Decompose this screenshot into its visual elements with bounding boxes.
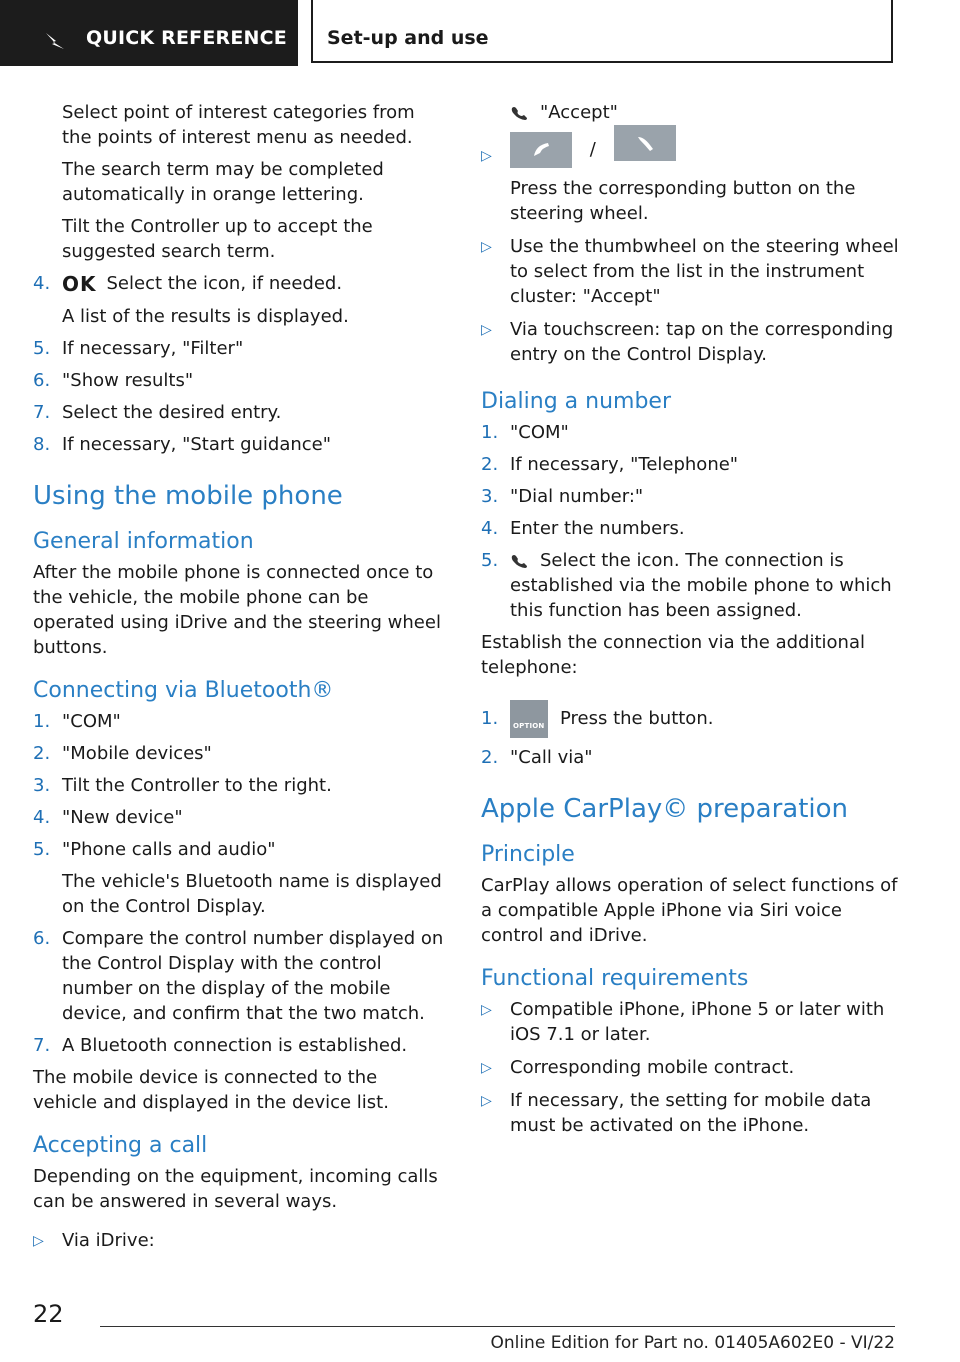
paragraph: Select point of interest categories from the points of interest menu as needed.: [62, 102, 415, 148]
header-section-label: QUICK REFERENCE: [86, 27, 287, 49]
slash-separator: /: [589, 139, 596, 160]
step-number: 2.: [33, 742, 51, 764]
triangle-bullet-icon: ▷: [481, 322, 492, 338]
list-item: [481, 484, 901, 509]
subsection-heading: General information: [33, 528, 254, 554]
step-number: 1.: [481, 422, 499, 443]
paragraph: After the mobile phone is connected once to the vehicle, the mobile phone can be operated using iDrive and the steering wheel buttons.: [33, 561, 441, 658]
list-item: [481, 234, 901, 309]
list-item: [481, 452, 901, 477]
bullet-text: Corresponding mobile contract.: [510, 1057, 795, 1078]
step-text: Select the icon, if needed.: [106, 273, 343, 294]
list-item: [33, 709, 445, 734]
spark-icon: [44, 31, 66, 51]
footer-divider: [100, 1326, 895, 1327]
footer-edition: Online Edition for Part no. 01405A602E0 - VI/22: [490, 1333, 895, 1353]
list-item: [481, 548, 901, 623]
bullet-text: If necessary, the setting for mobile data must be activated on the iPhone.: [510, 1090, 872, 1136]
step-number: 1.: [481, 708, 499, 729]
list-item: [33, 400, 445, 425]
accept-text: "Accept": [540, 102, 618, 123]
answer-call-button-image: [510, 132, 572, 168]
list-item: [33, 837, 445, 862]
bullet-text: Press the corresponding button on the steering wheel.: [510, 178, 856, 224]
page-number: 22: [33, 1300, 64, 1328]
triangle-bullet-icon: ▷: [481, 1002, 492, 1018]
list-item: [33, 773, 445, 798]
step-number: 8.: [33, 433, 51, 455]
step-text: Select the icon. The connection is established via the mobile phone to which this function has been assigned.: [510, 550, 892, 621]
step-text: "New device": [62, 806, 183, 828]
step-number: 4.: [33, 806, 51, 828]
bullet-text: Use the thumbwheel on the steering wheel to select from the list in the instrument cluster: "Accept": [510, 236, 899, 307]
paragraph: The mobile device is connected to the vehicle and displayed in the device list.: [33, 1066, 389, 1113]
list-item: [33, 336, 445, 361]
end-call-button-image: [614, 125, 676, 161]
step-text: "Show results": [62, 369, 194, 391]
list-item: [481, 997, 901, 1047]
subsection-heading: Principle: [481, 842, 575, 867]
step-number: 5.: [33, 838, 51, 860]
step-number: 2.: [481, 454, 499, 475]
step-text: A Bluetooth connection is established.: [62, 1034, 408, 1056]
step-number: 7.: [33, 1034, 51, 1056]
bullet-text: Via iDrive:: [62, 1229, 155, 1251]
step-text: "COM": [510, 422, 569, 443]
paragraph: CarPlay allows operation of select functions of a compatible Apple iPhone via Siri voice control and iDrive.: [481, 875, 898, 946]
paragraph: The search term may be completed automatically in orange lettering.: [62, 159, 384, 205]
list-item: [33, 805, 445, 830]
list-item: [481, 1055, 901, 1080]
step-number: 4.: [33, 273, 51, 294]
step-text: "Mobile devices": [62, 742, 212, 764]
step-text: "Call via": [510, 747, 593, 768]
step-number: 7.: [33, 401, 51, 423]
section-heading: Using the mobile phone: [33, 480, 343, 511]
step-number: 3.: [481, 486, 499, 507]
step-number: 5.: [33, 337, 51, 359]
left-column: [33, 100, 445, 1261]
option-button-image: [510, 700, 548, 738]
triangle-bullet-icon: ▷: [33, 1232, 44, 1249]
triangle-bullet-icon: ▷: [481, 239, 492, 255]
list-item: [33, 1033, 445, 1058]
header-section-tab: [0, 0, 298, 66]
paragraph: Depending on the equipment, incoming calls can be answered in several ways.: [33, 1165, 438, 1212]
right-column: [481, 100, 901, 1146]
step-text: If necessary, "Telephone": [510, 454, 739, 475]
option-label: OPTION: [513, 722, 545, 730]
step-note: The vehicle's Bluetooth name is displayed on the Control Display.: [62, 870, 442, 917]
step-number: 2.: [481, 747, 499, 768]
triangle-bullet-icon: ▷: [481, 1093, 492, 1109]
list-item: [33, 432, 445, 457]
phone-answer-icon: [510, 132, 572, 168]
step-text: "Phone calls and audio": [62, 838, 276, 860]
list-item: [481, 700, 901, 738]
list-item: [481, 516, 901, 541]
bullet-text: Compatible iPhone, iPhone 5 or later with iOS 7.1 or later.: [510, 999, 885, 1045]
step-number: 1.: [33, 710, 51, 732]
list-item: [481, 420, 901, 445]
subsection-heading: Connecting via Bluetooth®: [33, 677, 334, 703]
step-number: 6.: [33, 369, 51, 391]
list-item: [481, 132, 901, 226]
subsection-heading: Functional requirements: [481, 966, 749, 991]
list-item: [33, 926, 445, 1026]
list-item: [481, 317, 901, 367]
section-heading: Apple CarPlay© preparation: [481, 794, 849, 824]
phone-icon: [510, 553, 530, 569]
ok-icon: OK: [62, 271, 97, 296]
step-text: Select the desired entry.: [62, 401, 282, 423]
paragraph: Establish the connection via the additional telephone:: [481, 632, 865, 678]
list-item: [481, 1088, 901, 1138]
step-number: 5.: [481, 550, 499, 571]
phone-handset-icon: [614, 125, 676, 161]
step-text: If necessary, "Filter": [62, 337, 244, 359]
phone-icon: [510, 105, 530, 121]
step-number: 6.: [33, 927, 51, 949]
triangle-bullet-icon: ▷: [481, 148, 492, 164]
list-item: [481, 745, 901, 770]
step-text: Press the button.: [560, 708, 714, 729]
step-text: Compare the control number displayed on the Control Display with the control number on the display of the mobile device, and confirm that the two match.: [62, 927, 444, 1024]
step-text: Enter the numbers.: [510, 518, 685, 539]
step-note: A list of the results is displayed.: [62, 305, 349, 327]
step-text: If necessary, "Start guidance": [62, 433, 332, 455]
subsection-heading: Accepting a call: [33, 1132, 208, 1158]
list-item: [33, 741, 445, 766]
step-text: "Dial number:": [510, 486, 644, 507]
subsection-heading: Dialing a number: [481, 389, 671, 414]
step-number: 4.: [481, 518, 499, 539]
step-text: "COM": [62, 710, 121, 732]
bullet-text: Via touchscreen: tap on the corresponding entry on the Control Display.: [510, 319, 894, 365]
list-item: [33, 271, 445, 297]
step-number: 3.: [33, 774, 51, 796]
list-item: [33, 368, 445, 393]
list-item: [33, 1228, 445, 1253]
accept-line: [481, 100, 901, 125]
triangle-bullet-icon: ▷: [481, 1060, 492, 1076]
step-text: Tilt the Controller to the right.: [62, 774, 332, 796]
paragraph: Tilt the Controller up to accept the suggested search term.: [62, 216, 373, 262]
header-chapter-label: Set-up and use: [327, 27, 489, 49]
header-chapter-tab: [311, 0, 893, 63]
